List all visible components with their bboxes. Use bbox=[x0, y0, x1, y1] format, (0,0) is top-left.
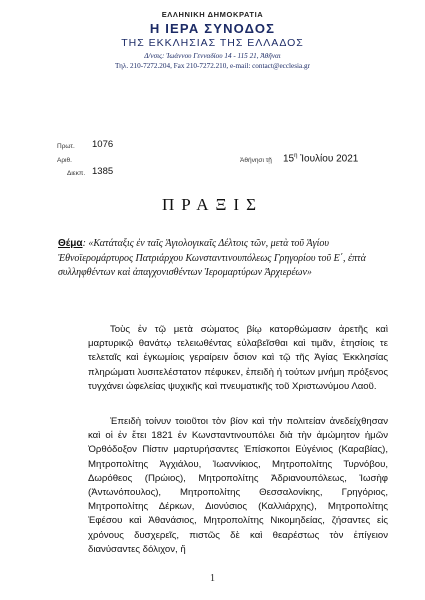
header-contact: Τηλ. 210-7272.204, Fax 210-7272.210, e-mail: contact@ecclesia.gr bbox=[114, 62, 311, 70]
header-synod: Η ΙΕΡΑ ΣΥΝΟΔΟΣ bbox=[149, 21, 276, 36]
document-title: ΠΡΑΞΙΣ bbox=[162, 195, 263, 214]
date-day: 15 bbox=[283, 153, 295, 165]
subject-block bbox=[58, 237, 378, 281]
page-number: 1 bbox=[210, 573, 215, 584]
body-paragraph-1: Τοὺς ἐν τῷ μετὰ σώματος βίῳ κατορθώμασιν ἀρετῆς καὶ μαρτυρικῷ θανάτῳ τελειωθέντας εὐλαβεῖσθαι καὶ τιμᾶν, ἐτησίοις τε τελεταῖς καὶ ἐγκωμίοις γεραίρειν ὅσιον καὶ τῷ τῆς Ἁγίας Ἐκκλησίας πληρώματι λυσιτελέστατον πέφυκεν, ἐπειδὴ ἡ τούτων μνήμη πρόξενος τυγχάνει ὠφελείας ψυχικῆς καὶ πνευματικῆς τοῦ Χριστωνύμου Λαοῦ. bbox=[88, 324, 388, 392]
body-paragraph-2: Ἐπειδὴ τοίνυν τοιοῦτοι τὸν βίον καὶ τὴν πολιτείαν ἀνεδείχθησαν καὶ οἱ ἐν ἔτει 1821 ἐν Κωνσταντινουπόλει διὰ τὴν ἀμώμητον ἡμῶν Ὀρθόδοξον Πίστιν μαρτυρήσαντες Ἐπίσκοποι Εὐγένιος (Καραβίας), Μητροπολίτης Ἀγχιάλου, Ἰωαννίκιος, Μητροπολίτης Τυρνόβου, Δωρόθεος (Πρώιος), Μητροπολίτης Ἀδριανουπόλεως, Ἰωσὴφ (Ἀντωνόπουλος), Μητροπολίτης Θεσσαλονίκης, Γρηγόριος, Μητροπολίτης Δέρκων, Διονύσιος (Καλλιάρχης), Μητροπολίτης Ἐφέσου καὶ Ἀθανάσιος, Μητροπολίτης Νικομηδείας, ζήσαντες εἰς χρόνους δυσχερεῖς, πιστῶς δὲ καὶ θεαρέστως τὸν ἐπίγειον διανύσαντες δόλιχον, ἤ bbox=[88, 416, 388, 555]
protocol-number: 1076 bbox=[92, 139, 114, 150]
subject-colon: : bbox=[82, 238, 89, 249]
date-prefix: Ἀθήνησι τῇ bbox=[240, 157, 272, 164]
date-sup: η bbox=[294, 153, 298, 159]
protocol-label: Πρωτ. bbox=[57, 143, 75, 150]
subject-text: «Κατάταξις ἐν ταῖς Ἁγιολογικαῖς Δέλτοις τῶν, μετὰ τοῦ Ἁγίου Ἐθνοϊερομάρτυρος Πατριάρχου Κωνσταντινουπόλεως Γρηγορίου τοῦ Ε΄, ἐπτὰ συλληφθέντων καὶ ἀπαγχονισθέντων Ἱερομαρτύρων Ἀρχιερέων» bbox=[58, 238, 366, 278]
date-value bbox=[283, 153, 358, 164]
header-church: ΤΗΣ ΕΚΚΛΗΣΙΑΣ ΤΗΣ ΕΛΛΑΔΟΣ bbox=[121, 37, 304, 49]
dioik-number: 1385 bbox=[92, 166, 114, 177]
date-rest: Ἰουλίου 2021 bbox=[300, 153, 359, 165]
ref-label: Αριθ. bbox=[57, 157, 72, 164]
subject-label: Θέμα bbox=[58, 238, 83, 249]
header-republic: ΕΛΛΗΝΙΚΗ ΔΗΜΟΚΡΑΤΙΑ bbox=[161, 10, 264, 19]
dioik-label: Διεκπ. bbox=[67, 170, 86, 177]
header-address: Δ/νσις: Ἰωάννου Γενναδίου 14 - 115 21, Ἀθῆναι bbox=[144, 52, 281, 60]
